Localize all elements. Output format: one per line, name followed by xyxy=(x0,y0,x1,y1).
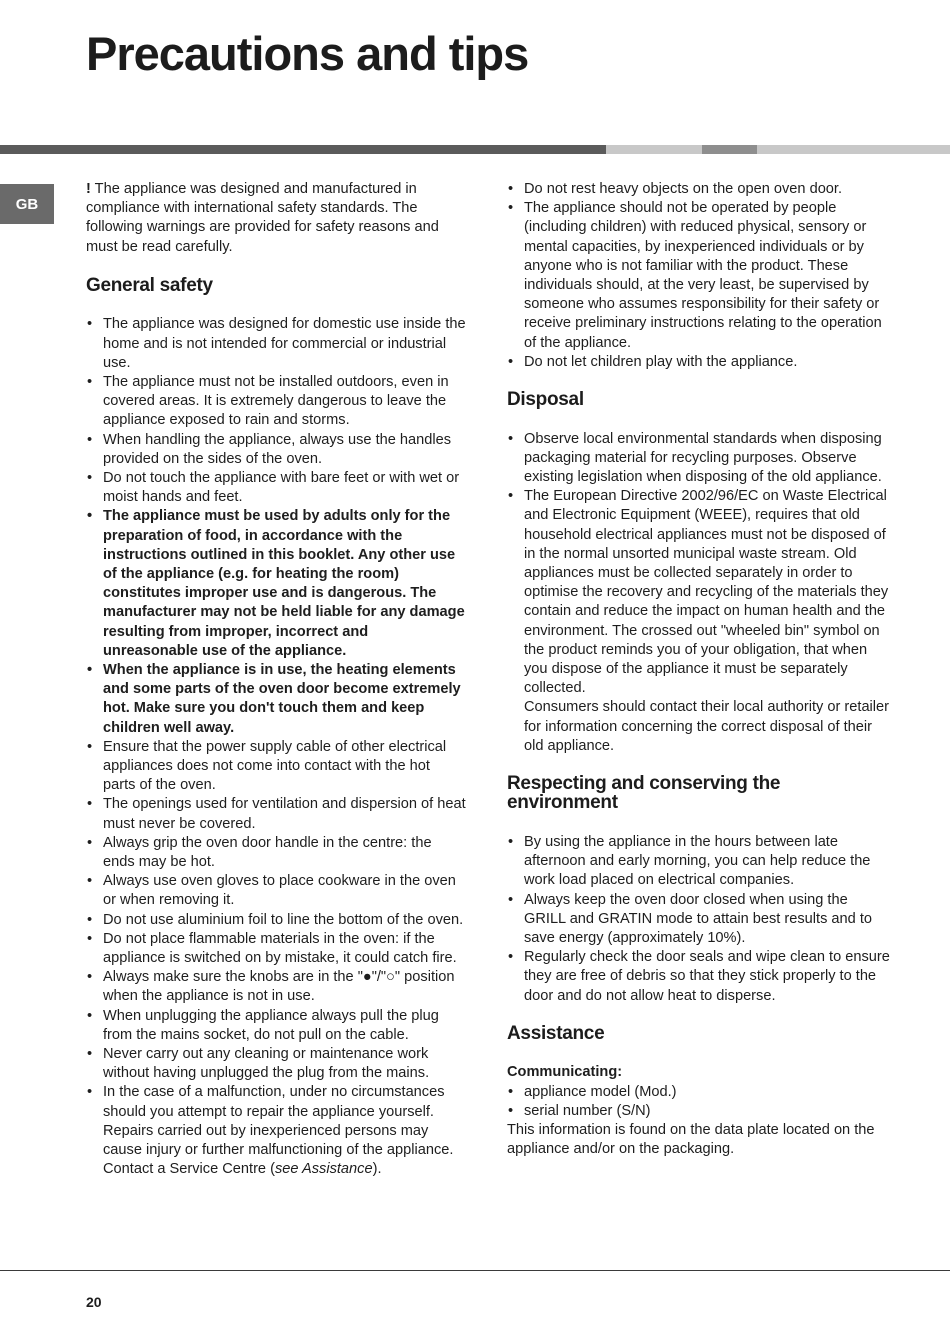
list-item: • Always keep the oven door closed when using the GRILL and GRATIN mode to attain best results and to save energy (approximately 10%). xyxy=(507,891,892,949)
list-item: • Do not rest heavy objects on the open oven door. xyxy=(507,180,892,199)
list-item-warning: • The appliance must be used by adults only for the preparation of food, in accordance with the instructions outlined in this booklet. Any other use of the appliance (e.g. for heating the room) constitutes improper use and is dangerous. The manufacturer may not be held liable for any damage resulting from improper, incorrect and unreasonable use of the appliance. xyxy=(86,507,466,661)
list-item: • Do not use aluminium foil to line the bottom of the oven. xyxy=(86,911,466,930)
intro-text: The appliance was designed and manufactured in compliance with international safety standards. The following warnings are provided for safety reasons and must be read carefully. xyxy=(86,181,439,255)
header-bar-light-end xyxy=(757,145,950,154)
list-item: • Ensure that the power supply cable of other electrical appliances does not come into contact with the hot parts of the oven. xyxy=(86,738,466,796)
disposal-list xyxy=(507,430,892,699)
list-item: • The appliance was designed for domestic use inside the home and is not intended for commercial or industrial use. xyxy=(86,315,466,373)
assistance-list xyxy=(507,1083,892,1121)
list-item: • Always use oven gloves to place cookware in the oven or when removing it. xyxy=(86,872,466,910)
intro-paragraph xyxy=(86,180,466,257)
list-item: • The appliance should not be operated by people (including children) with reduced physical, sensory or mental capacities, by inexperienced individuals or by anyone who is not familiar with the product. These individuals should, at the very least, be supervised by someone who assumes responsibility for their safety or receive preliminary instructions relating to the operation of the appliance. xyxy=(507,199,892,353)
list-item: • Always grip the oven door handle in the centre: the ends may be hot. xyxy=(86,834,466,872)
footer-rule xyxy=(0,1270,950,1271)
language-tab: GB xyxy=(0,184,54,224)
list-item: • serial number (S/N) xyxy=(507,1102,892,1121)
list-item: • Observe local environmental standards when disposing packaging material for recycling purposes. Observe existing legislation when disposing of the old appliance. xyxy=(507,430,892,488)
list-item: • Always make sure the knobs are in the "●"/"○" position when the appliance is not in use. xyxy=(86,968,466,1006)
assistance-heading: Assistance xyxy=(507,1022,605,1044)
safety-list-continued xyxy=(507,180,892,372)
list-item: • Do not let children play with the appliance. xyxy=(507,353,892,372)
cross-reference: see Assistance xyxy=(274,1161,373,1178)
list-item-text: In the case of a malfunction, under no circumstances should you attempt to repair the appliance yourself. Repairs carried out by inexperienced persons may cause injury or further malfunctioning of the appliance. Contact a Service Centre ( xyxy=(103,1084,454,1178)
list-item: • Never carry out any cleaning or maintenance work without having unplugged the plug from the mains. xyxy=(86,1045,466,1083)
page-number: 20 xyxy=(86,1294,102,1310)
page-title: Precautions and tips xyxy=(86,27,529,80)
disposal-heading: Disposal xyxy=(507,389,584,411)
list-item-warning: • When the appliance is in use, the heating elements and some parts of the oven door become extremely hot. Make sure you don't touch them and keep children well away. xyxy=(86,661,466,738)
list-item: • Regularly check the door seals and wipe clean to ensure they are free of debris so that they stick properly to the door and do not allow heat to disperse. xyxy=(507,948,892,1006)
header-bar-dark xyxy=(0,145,606,154)
list-item xyxy=(86,1083,466,1179)
header-bar-light xyxy=(606,145,702,154)
general-safety-heading: General safety xyxy=(86,274,213,296)
environment-list xyxy=(507,833,892,1006)
environment-heading: Respecting and conserving the environment xyxy=(507,772,781,814)
communicating-subheading: Communicating: xyxy=(507,1064,623,1081)
warning-mark: ! xyxy=(86,181,91,197)
list-item: • By using the appliance in the hours between late afternoon and early morning, you can help reduce the work load placed on electrical companies. xyxy=(507,833,892,891)
left-column xyxy=(86,180,466,1179)
list-item: • When handling the appliance, always use the handles provided on the sides of the oven. xyxy=(86,431,466,469)
list-item: • The openings used for ventilation and dispersion of heat must never be covered. xyxy=(86,795,466,833)
list-item-text-end: ). xyxy=(372,1161,382,1178)
list-item: • The European Directive 2002/96/EC on Waste Electrical and Electronic Equipment (WEEE), requires that old household electrical appliances must not be disposed of in the normal unsorted municipal waste stream. Old appliances must be collected separately in order to optimise the recovery and recycling of the materials they contain and reduce the impact on human health and the environment. The crossed out "wheeled bin" symbol on the product reminds you of your obligation, that when you dispose of the appliance it must be separately collected. xyxy=(507,487,892,698)
list-item: • The appliance must not be installed outdoors, even in covered areas. It is extremely dangerous to leave the appliance exposed to rain and storms. xyxy=(86,373,466,431)
general-safety-list xyxy=(86,315,466,1179)
assistance-note: This information is found on the data plate located on the appliance and/or on the packaging. xyxy=(507,1121,875,1158)
list-item: • Do not touch the appliance with bare feet or with wet or moist hands and feet. xyxy=(86,469,466,507)
list-item: • Do not place flammable materials in the oven: if the appliance is switched on by mistake, it could catch fire. xyxy=(86,930,466,968)
right-column xyxy=(507,180,892,1159)
list-item: • appliance model (Mod.) xyxy=(507,1083,892,1102)
header-bar-mid xyxy=(702,145,757,154)
list-item: • When unplugging the appliance always pull the plug from the mains socket, do not pull on the cable. xyxy=(86,1007,466,1045)
disposal-paragraph: Consumers should contact their local authority or retailer for information concerning the correct disposal of their old appliance. xyxy=(524,699,890,754)
